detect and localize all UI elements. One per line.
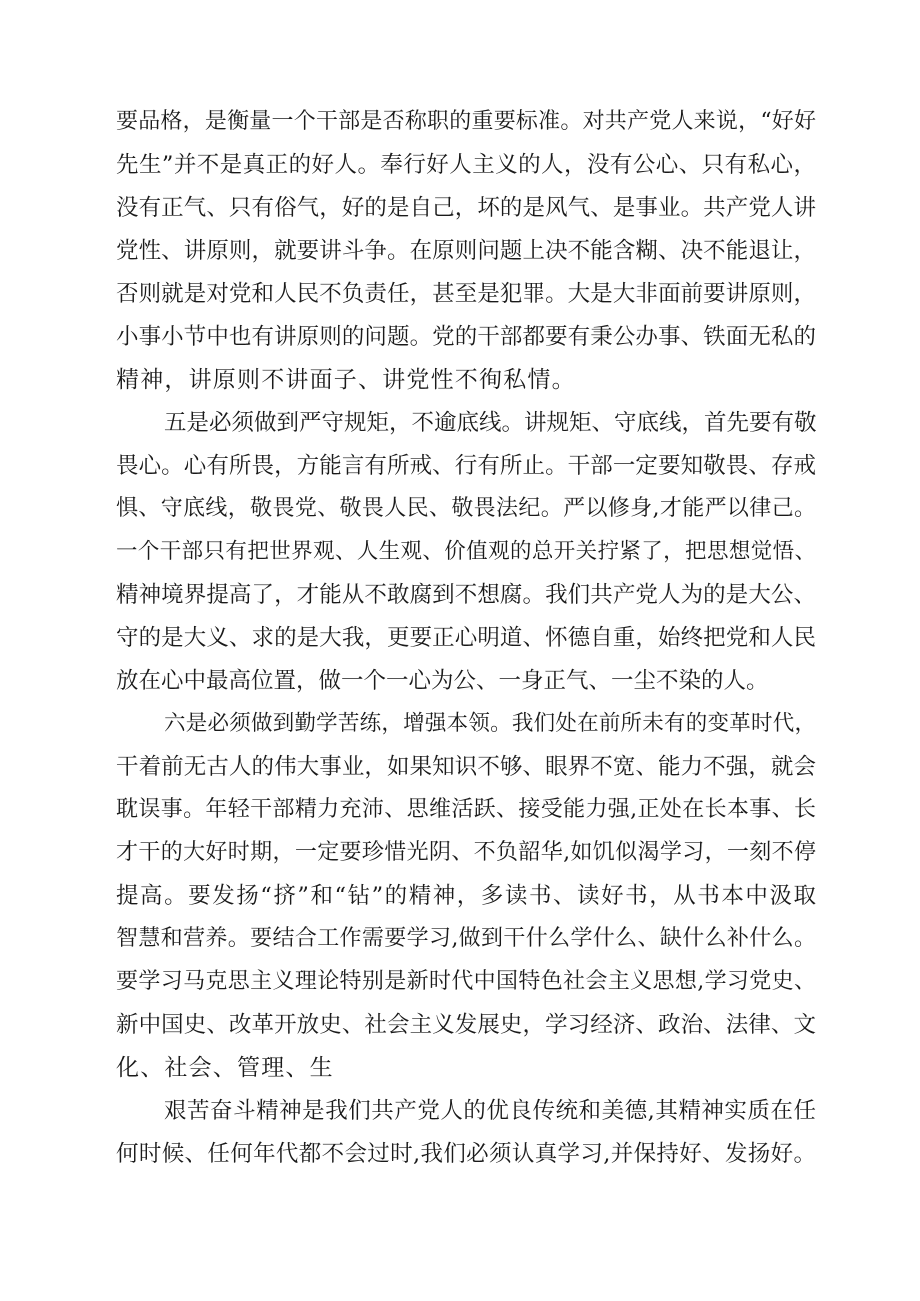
text-line: 畏心。心有所畏，方能言有所戒、行有所止。干部一定要知敬畏、存戒 [116, 453, 816, 479]
text-line: 才干的大好时期，一定要珍惜光阴、不负韶华,如饥似渴学习，一刻不停 [116, 840, 816, 865]
text-line: 耽误事。年轻干部精力充沛、思维活跃、接受能力强,正处在长本事、长 [116, 797, 816, 822]
text-line: 智慧和营养。要结合工作需要学习,做到干什么学什么、缺什么补什么。 [116, 926, 816, 951]
text-line: 没有正气、只有俗气，好的是自己，坏的是风气、是事业。共产党人讲 [116, 195, 816, 221]
text-line: 干着前无古人的伟大事业，如果知识不够、眼界不宽、能力不强，就会 [116, 754, 816, 780]
text-line: 新中国史、改革开放史、社会主义发展史，学习经济、政治、法律、文 [116, 1012, 816, 1038]
text-line: 艰苦奋斗精神是我们共产党人的优良传统和美德,其精神实质在任 [164, 1098, 816, 1124]
text-line: 提高。要发扬“挤”和“钻”的精神，多读书、读好书，从书本中汲取 [116, 883, 816, 909]
text-line: 何时候、任何年代都不会过时,我们必须认真学习,并保持好、发扬好。 [116, 1141, 816, 1167]
text-line: 要品格，是衡量一个干部是否称职的重要标准。对共产党人来说，“好好 [116, 109, 816, 134]
text-line: 否则就是对党和人民不负责任，甚至是犯罪。大是大非面前要讲原则， [116, 281, 816, 307]
text-line: 先生”并不是真正的好人。奉行好人主义的人，没有公心、只有私心， [116, 152, 816, 178]
text-line: 小事小节中也有讲原则的问题。党的干部都要有秉公办事、铁面无私的 [116, 324, 816, 350]
text-line: 六是必须做到勤学苦练，增强本领。我们处在前所未有的变革时代， [164, 711, 816, 736]
text-line: 守的是大义、求的是大我，更要正心明道、怀德自重，始终把党和人民 [116, 625, 816, 651]
text-line: 五是必须做到严守规矩，不逾底线。讲规矩、守底线，首先要有敬 [164, 410, 817, 436]
text-line: 党性、讲原则，就要讲斗争。在原则问题上决不能含糊、决不能退让， [116, 238, 816, 264]
text-line: 一个干部只有把世界观、人生观、价值观的总开关拧紧了，把思想觉悟、 [116, 539, 816, 564]
text-line: 化、社会、管理、生 [116, 1055, 334, 1081]
text-line: 要学习马克思主义理论特别是新时代中国特色社会主义思想,学习党史、 [116, 969, 816, 994]
text-line: 惧、守底线，敬畏党、敬畏人民、敬畏法纪。严以修身,才能严以律己。 [116, 496, 816, 521]
text-line: 精神境界提高了，才能从不敢腐到不想腐。我们共产党人为的是大公、 [116, 582, 816, 608]
text-line: 放在心中最高位置，做一个一心为公、一身正气、一尘不染的人。 [116, 668, 769, 694]
text-line: 精神，讲原则不讲面子、讲党性不徇私情。 [116, 367, 576, 393]
